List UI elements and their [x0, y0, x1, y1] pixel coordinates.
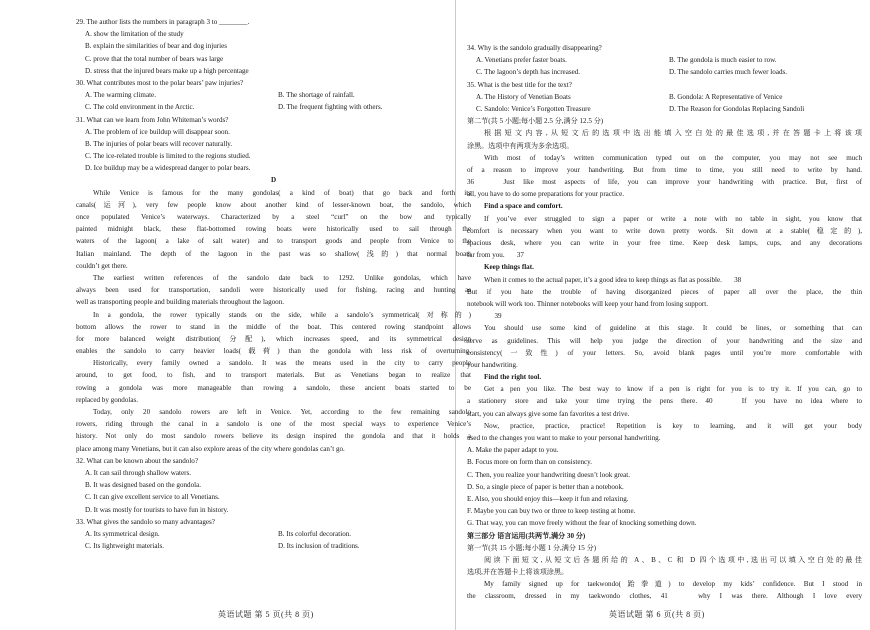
- option-text: C. prove that the total number of bears was large: [85, 54, 224, 63]
- option-text: D. Ice buildup may be a widespread danger to polar bears.: [85, 164, 251, 173]
- paragraph-line: 涂黑。选项中有两项为多余选项。: [467, 141, 574, 150]
- option-row: [76, 101, 471, 113]
- passage-heading: D: [270, 176, 277, 185]
- option-text: B. It was designed based on the gondola.: [85, 481, 202, 490]
- option-row: [76, 89, 471, 101]
- paragraph-line: for more balanced weight distribution(分配), which increases speed, and its symmetrical design: [76, 334, 471, 343]
- paragraph-line: your handwriting.: [467, 360, 518, 369]
- paragraph-line: A. Make the paper adapt to you.: [467, 446, 559, 455]
- answer-blank: 36: [467, 176, 495, 188]
- paragraph-line: well as transporting people and building materials throughout the lagoon.: [76, 298, 285, 307]
- option-text: C. Its lightweight materials.: [85, 542, 165, 551]
- right-page-column: [467, 42, 862, 603]
- paragraph-line: rowing a gondola was more manageable than rowing a sandolo, these ancient boats started to be: [76, 383, 471, 392]
- paragraph-line: B. Focus more on form than on consistency.: [467, 458, 593, 467]
- paragraph-line: My family signed up for taekwondo(跆拳道) to develop my kids’ confidence. But I stood in: [484, 580, 862, 589]
- paragraph-line: 选项,并在答题卡上将该项涂黑。: [467, 568, 569, 577]
- option-row: [467, 54, 862, 66]
- option-text: C. It can give excellent service to all Venetians.: [85, 493, 220, 502]
- paragraph-line: Historically, every family owned a sandolo. It was the means used in the city to carry people: [93, 359, 471, 368]
- section-heading: 第三部分 语言运用(共两节,满分 30 分): [467, 531, 586, 540]
- paragraph-line: place among many Venetians, but it can also explore areas of the city where gondolas can’t go.: [76, 444, 345, 453]
- option-text: B. Gondola: A Representative of Venice: [669, 92, 783, 101]
- question-stem: 34. Why is the sandolo gradually disappearing?: [467, 44, 602, 52]
- paragraph-line: 阅读下面短文,从短文后各题所给的 A、B、C 和 D 四个选项中,选出可以填入空白处的最佳: [484, 555, 862, 564]
- question-stem: 33. What gives the sandolo so many advantages?: [76, 517, 215, 526]
- paragraph-line: Get a pen you like. The best way to know if a pen is right for you is to try it. If you can, go to: [484, 385, 862, 394]
- option-text: A. Venetians prefer faster boats.: [476, 56, 567, 65]
- paragraph-line: notebook will work too. Thinner notebooks will keep your hand from losing support.: [467, 299, 709, 308]
- paragraph-line: Now, practice, practice, practice! Repetition is key to learning, and it will get your body: [484, 421, 862, 430]
- option-text: D. The sandolo carries much fewer loads.: [669, 68, 788, 77]
- option-row: [467, 103, 862, 115]
- left-page-column: [76, 16, 471, 552]
- option-text: D. It was mostly for tourists to have fun in history.: [85, 505, 229, 514]
- option-text: C. The ice-related trouble is limited to the regions studied.: [85, 152, 251, 161]
- paragraph-line: While Venice is famous for the many gondolas( a kind of boat) that go back and forth its: [93, 188, 471, 197]
- paragraph-line: Italian mainland. The depth of the lagoon in the past was so shallow(浅的) that normal boats: [76, 249, 471, 258]
- section-subheading: Keep things flat.: [484, 263, 534, 272]
- paragraph-line: history. Not only do most sandolo rowers believe its design inspired the gondola and that it holds a: [76, 432, 471, 441]
- text-line-with-blank: [467, 395, 862, 407]
- option-text: D. Its inclusion of traditions.: [278, 542, 360, 551]
- paragraph-line: around, to get food, to fish, and to transport materials. But as Venetians began to realize that: [76, 371, 471, 380]
- paragraph-line: rowers, riding through the canal in a sandolo is one of the most special ways to experience Venice’s: [76, 420, 471, 429]
- answer-blank: 38: [724, 274, 752, 286]
- paragraph-line: C. Then, you realize your handwriting doesn’t look great.: [467, 470, 631, 479]
- option-text: B. Its colorful decoration.: [278, 529, 352, 538]
- option-text: D. The Reason for Gondolas Replacing Sandoli: [669, 104, 805, 113]
- line-text: When it comes to the actual paper, it’s a good idea to keep things as flat as possible.: [484, 275, 724, 284]
- paragraph-line: couldn’t get there.: [76, 261, 128, 270]
- paragraph-line: painted midnight black, these flat-bottomed rowing boats were historically used to sail through the: [76, 225, 471, 234]
- question-stem: 第二节(共 5 小题;每小题 2.5 分,满分 12.5 分): [467, 117, 604, 126]
- line-text: If you have no idea where to: [733, 397, 862, 406]
- line-text: Just like most aspects of life, you can improve your handwriting with practice. But, first of: [495, 178, 862, 187]
- line-text: a stationery store and take your time trying the pens there.: [467, 397, 706, 406]
- section-subheading: Find a space and comfort.: [484, 202, 563, 211]
- paragraph-line: With most of today’s written communication typed out on the computer, you may not see much: [484, 153, 862, 162]
- line-text: why I was there. Although I love every: [688, 592, 862, 601]
- paragraph-line: of a reason to improve your handwriting. But from time to time, you still need to write by hand.: [467, 165, 862, 174]
- answer-blank: 40: [705, 395, 733, 407]
- option-text: D. The frequent fighting with others.: [278, 103, 383, 112]
- option-text: A. The History of Venetian Boats: [476, 92, 571, 101]
- option-text: A. The problem of ice buildup will disappear soon.: [85, 127, 230, 136]
- section-subheading: Find the right tool.: [484, 373, 542, 382]
- question-stem: 31. What can we learn from John Whiteman’s words?: [76, 115, 229, 124]
- left-page-footer: 英语试题 第 5 页(共 8 页): [218, 610, 314, 619]
- paragraph-line: waters of the lagoon( a lake of salt water) and to transport goods and people from Venice to the: [76, 237, 471, 246]
- paragraph-line: once populated Venice’s waterways. Characterized by a steel “curl” on the bow and typically: [76, 213, 471, 221]
- option-text: B. The injuries of polar bears will recover naturally.: [85, 139, 233, 148]
- question-stem: 35. What is the best title for the text?: [467, 80, 572, 89]
- paragraph-line: replaced by gondolas.: [76, 395, 139, 404]
- option-text: A. The warming climate.: [85, 91, 156, 100]
- paragraph-line: If you’ve ever struggled to sign a paper or write a note with no table in sight, you know that: [484, 214, 862, 223]
- paragraph-line: Today, only 20 sandolo rowers are left in Venice. Yet, according to the few remaining sandolo: [93, 408, 471, 416]
- text-line-with-blank: [467, 274, 862, 286]
- paragraph-line: But if you hate the trouble of having disorganized pieces of paper all over the place, the thin: [467, 287, 862, 296]
- text-line-with-blank: [467, 176, 862, 188]
- paragraph-line: serve as guidelines. This will help you judge the direction of your handwriting and the size and: [467, 336, 862, 345]
- paragraph-line: start, you can always give some fan favorites a test drive.: [467, 409, 630, 418]
- paragraph-line: used to the changes you want to make to your personal handwriting.: [467, 434, 661, 442]
- paragraph-line: The earliest written references of the sandolo date back to 1292. Unlike gondolas, which have: [93, 273, 471, 282]
- paragraph-line: You should use some kind of guideline at this stage. It could be lines, or something that can: [484, 324, 862, 333]
- option-row: [467, 91, 862, 103]
- option-text: D. stress that the injured bears make up a high percentage: [85, 66, 249, 75]
- option-text: A. show the limitation of the study: [85, 30, 184, 39]
- option-row: [76, 528, 471, 540]
- paragraph-line: D. So, a single piece of paper is better than a notebook.: [467, 482, 624, 491]
- text-line-with-blank: [467, 590, 862, 602]
- paragraph-line: E. Also, you should enjoy this—keep it fun and relaxing.: [467, 494, 629, 503]
- paragraph-line: canals(运河), very few people know about another kind of lesser-known boat, the sandolo, which: [76, 200, 471, 209]
- question-stem: 29. The author lists the numbers in paragraph 3 to ________.: [76, 18, 250, 26]
- option-text: C. The cold environment in the Arctic.: [85, 103, 195, 112]
- answer-blank: 41: [661, 590, 689, 602]
- option-row: [467, 66, 862, 78]
- option-text: B. The gondola is much easier to row.: [669, 56, 777, 65]
- paragraph-line: bottom allows the rower to stand in the middle of the boat. This centered rowing standpoint allows: [76, 322, 471, 331]
- text-line-with-blank: [467, 310, 862, 322]
- option-text: A. Its symmetrical design.: [85, 529, 160, 538]
- paragraph-line: consistency(一致性) of your letters. So, avoid blank pages until you’re more comfortable with: [467, 348, 862, 357]
- paragraph-line: always been used for transportation, sandoli were historically used for fishing, racing and hunting as: [76, 286, 471, 295]
- option-text: B. The shortage of rainfall.: [278, 91, 355, 100]
- option-text: C. The lagoon’s depth has increased.: [476, 68, 581, 77]
- option-text: A. It can sail through shallow waters.: [85, 468, 191, 477]
- answer-blank: 39: [484, 310, 512, 322]
- question-stem: 32. What can be known about the sandolo?: [76, 456, 199, 465]
- paragraph-line: spacious desk, where you can write in your free time. Keep desk lamps, cups, and any decorations: [467, 239, 862, 247]
- option-row: [76, 540, 471, 552]
- question-stem: 30. What contributes most to the polar bears’ paw injuries?: [76, 78, 244, 87]
- paragraph-line: enables the sandolo to carry heavier loads(载荷) than the gondola with less risk of overturning.: [76, 347, 471, 356]
- paragraph-line: F. Maybe you can buy two or three to keep testing at home.: [467, 507, 636, 516]
- paragraph-line: all, you have to do some preparations for your practice.: [467, 190, 624, 199]
- right-page-footer: 英语试题 第 6 页(共 8 页): [609, 610, 705, 619]
- paragraph-line: 根据短文内容,从短文后的选项中选出能填入空白处的最佳选项,并在答题卡上将该项: [484, 129, 862, 138]
- paragraph-line: G. That way, you can move freely without the fear of knocking something down.: [467, 519, 697, 528]
- text-line-with-blank: [467, 249, 862, 261]
- answer-blank: 37: [506, 249, 534, 261]
- paragraph-line: In a gondola, the rower typically stands on the side, while a sandolo’s symmetrical(对称的): [93, 310, 471, 319]
- paragraph-line: 第一节(共 15 小题;每小题 1 分,满分 15 分): [467, 543, 597, 552]
- paragraph-line: comfort is necessary when you want to write down pretty words. Sit down at a stable(稳定的),: [467, 226, 862, 235]
- line-text: the classroom, dressed in my taekwondo clothes,: [467, 592, 661, 601]
- line-text: far from you.: [467, 251, 507, 260]
- option-text: B. explain the similarities of bear and dog injuries: [85, 42, 228, 51]
- option-text: C. Sandolo: Venice’s Forgotten Treasure: [476, 104, 591, 113]
